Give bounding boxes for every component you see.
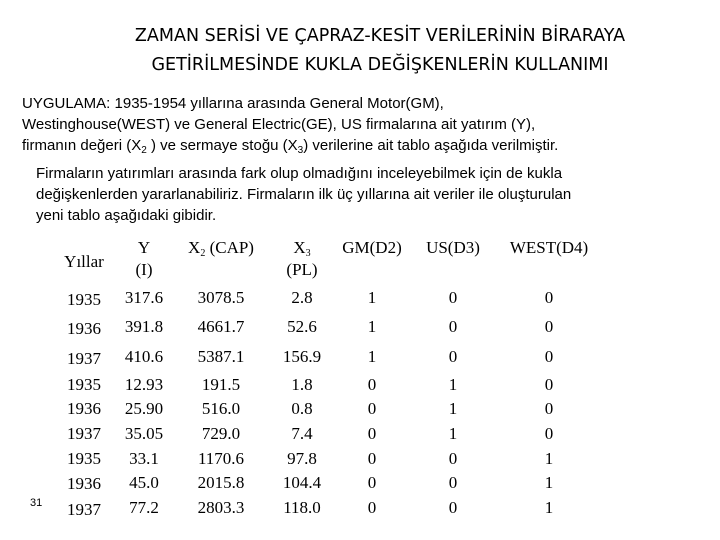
intro-subscript-2: 2 <box>141 145 147 156</box>
header-west: WEST(D4) <box>509 238 589 257</box>
intro-subscript-3: 3 <box>297 145 304 156</box>
table-cell-year: 1935 <box>67 449 101 468</box>
table-cell-y: 33.1 <box>129 449 159 468</box>
table-cell-west: 0 <box>544 399 554 418</box>
intro-line-3-part-b: ) ve sermaye stoğu (X <box>146 137 298 154</box>
table-cell-x3: 7.4 <box>291 424 313 443</box>
header-gm: GM(D2) <box>342 238 402 257</box>
paragraph-line-1: Firmaların yatırımları arasında fark olup olmadığını inceleyebilmek için de kukla <box>36 165 563 182</box>
table-cell-y: 391.8 <box>124 317 164 336</box>
table-cell-x3: 2.8 <box>291 288 313 307</box>
table-cell-x2: 191.5 <box>201 375 241 394</box>
header-x3-symbol: X <box>293 238 306 257</box>
table-cell-us: 0 <box>448 317 458 336</box>
table-cell-west: 1 <box>544 498 554 517</box>
header-x3 <box>270 237 334 281</box>
intro-line-2: Westinghouse(WEST) ve General Electric(GE), US firmalarına ait yatırım (Y), <box>22 116 536 133</box>
table-cell-x2: 2803.3 <box>197 498 245 517</box>
table-cell-year: 1937 <box>67 349 101 368</box>
intro-line-3-part-a: firmanın değeri (X <box>22 137 142 154</box>
table-cell-year: 1936 <box>67 474 101 493</box>
header-x3-subscript: 3 <box>305 248 311 259</box>
table-cell-y: 12.93 <box>124 375 164 394</box>
table-cell-west: 0 <box>544 347 554 366</box>
header-x2-symbol: X <box>188 238 201 257</box>
table-cell-us: 1 <box>448 399 458 418</box>
table-cell-gm: 0 <box>367 424 377 443</box>
table-cell-west: 0 <box>544 317 554 336</box>
table-cell-west: 0 <box>544 424 554 443</box>
table-cell-us: 0 <box>448 449 458 468</box>
header-y <box>116 237 172 281</box>
header-yillar: Yıllar <box>64 252 104 271</box>
table-cell-x3: 104.4 <box>282 473 322 492</box>
table-cell-gm: 0 <box>367 449 377 468</box>
intro-line-1: UYGULAMA: 1935-1954 yıllarına arasında General Motor(GM), <box>22 95 444 112</box>
table-cell-year: 1935 <box>67 290 101 309</box>
table-cell-y: 35.05 <box>124 424 164 443</box>
table-cell-x2: 3078.5 <box>197 288 245 307</box>
table-cell-x3: 118.0 <box>283 498 321 517</box>
table-cell-x2: 729.0 <box>201 424 241 443</box>
table-cell-y: 410.6 <box>124 347 164 366</box>
header-x2-label: (CAP) <box>205 238 254 257</box>
table-cell-gm: 1 <box>367 347 377 366</box>
table-cell-us: 0 <box>448 473 458 492</box>
table-cell-y: 77.2 <box>129 498 159 517</box>
table-cell-x3: 0.8 <box>291 399 313 418</box>
dummy-variable-paragraph <box>36 163 716 226</box>
paragraph-line-3: yeni tablo aşağıdaki gibidir. <box>36 207 217 224</box>
header-us: US(D3) <box>426 238 480 257</box>
table-cell-year: 1937 <box>67 424 101 443</box>
header-y-line-1: Y <box>137 238 151 257</box>
table-cell-west: 0 <box>544 375 554 394</box>
table-cell-x3: 156.9 <box>282 347 322 366</box>
header-y-line-2: (I) <box>135 260 153 279</box>
header-x3-line-2: (PL) <box>286 260 318 279</box>
table-cell-x3: 52.6 <box>287 317 317 336</box>
table-cell-year: 1936 <box>67 319 101 338</box>
table-cell-x2: 4661.7 <box>197 317 245 336</box>
slide-number: 31 <box>30 497 43 509</box>
table-cell-west: 1 <box>544 473 554 492</box>
data-table <box>52 237 712 537</box>
table-cell-x3: 1.8 <box>291 375 313 394</box>
table-cell-y: 25.90 <box>124 399 164 418</box>
table-cell-gm: 0 <box>367 473 377 492</box>
table-cell-gm: 1 <box>367 288 377 307</box>
title-line-2: GETİRİLMESİNDE KUKLA DEĞİŞKENLERİN KULLANIMI <box>151 55 609 75</box>
table-cell-y: 45.0 <box>129 473 159 492</box>
intro-text <box>22 93 712 156</box>
title-line-1: ZAMAN SERİSİ VE ÇAPRAZ-KESİT VERİLERİNİN BİRARAYA <box>134 26 626 46</box>
table-cell-gm: 1 <box>367 317 377 336</box>
table-cell-x2: 2015.8 <box>197 473 245 492</box>
table-cell-x2: 516.0 <box>201 399 241 418</box>
table-cell-us: 1 <box>448 375 458 394</box>
intro-line-3 <box>22 135 712 156</box>
table-cell-west: 0 <box>544 288 554 307</box>
table-cell-us: 0 <box>448 498 458 517</box>
table-cell-west: 1 <box>544 449 554 468</box>
table-cell-gm: 0 <box>367 399 377 418</box>
table-cell-gm: 0 <box>367 375 377 394</box>
header-x2 <box>172 237 270 259</box>
slide-title <box>40 22 720 80</box>
intro-line-3-part-c: ) verilerine ait tablo aşağıda verilmiştir. <box>303 137 559 154</box>
table-cell-x2: 5387.1 <box>197 347 245 366</box>
header-x2-subscript: 2 <box>200 248 206 259</box>
table-cell-x2: 1170.6 <box>197 449 245 468</box>
table-cell-x3: 97.8 <box>287 449 317 468</box>
table-cell-us: 0 <box>448 288 458 307</box>
table-cell-year: 1937 <box>67 500 101 519</box>
paragraph-line-2: değişkenlerden yararlanabiliriz. Firmaların ilk üç yıllarına ait veriler ile oluşturulan <box>36 186 572 203</box>
table-cell-y: 317.6 <box>124 288 164 307</box>
table-cell-gm: 0 <box>367 498 377 517</box>
table-cell-us: 1 <box>448 424 458 443</box>
table-cell-us: 0 <box>448 347 458 366</box>
table-cell-year: 1936 <box>67 399 101 418</box>
table-cell-year: 1935 <box>67 375 101 394</box>
